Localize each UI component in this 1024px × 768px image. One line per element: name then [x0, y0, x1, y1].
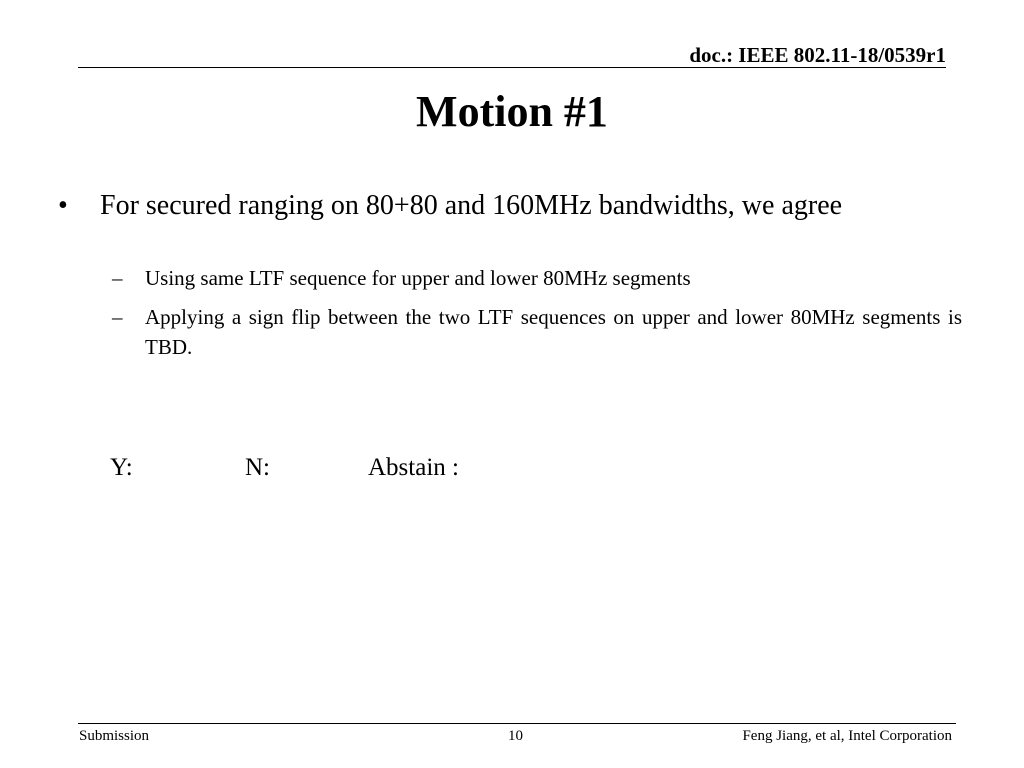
- sub-bullet-text: Using same LTF sequence for upper and lower 80MHz segments: [145, 266, 691, 290]
- bullet-item: [58, 188, 968, 224]
- document-id: doc.: IEEE 802.11-18/0539r1: [689, 43, 946, 67]
- vote-yes-label: Y:: [110, 454, 133, 481]
- footer-submission: Submission: [79, 728, 150, 744]
- dash-icon: –: [112, 305, 123, 329]
- bullet-text: For secured ranging on 80+80 and 160MHz bandwidths, we agree: [100, 190, 843, 221]
- footer-page-number: 10: [508, 728, 523, 744]
- slide-title: Motion #1: [416, 87, 608, 136]
- dash-icon: –: [112, 266, 123, 290]
- vote-no-label: N:: [245, 454, 270, 481]
- sub-bullet-list: [110, 263, 962, 362]
- sub-bullet-text: Applying a sign flip between the two LTF sequences on upper and lower 80MHz segments is TBD.: [145, 305, 962, 359]
- sub-bullet-item: [110, 302, 962, 362]
- bullet-icon: •: [58, 190, 68, 221]
- vote-abstain-label: Abstain :: [368, 454, 459, 481]
- footer-divider: [78, 723, 956, 724]
- footer-author: Feng Jiang, et al, Intel Corporation: [742, 728, 952, 744]
- header-divider: [78, 67, 946, 68]
- sub-bullet-item: [110, 263, 962, 293]
